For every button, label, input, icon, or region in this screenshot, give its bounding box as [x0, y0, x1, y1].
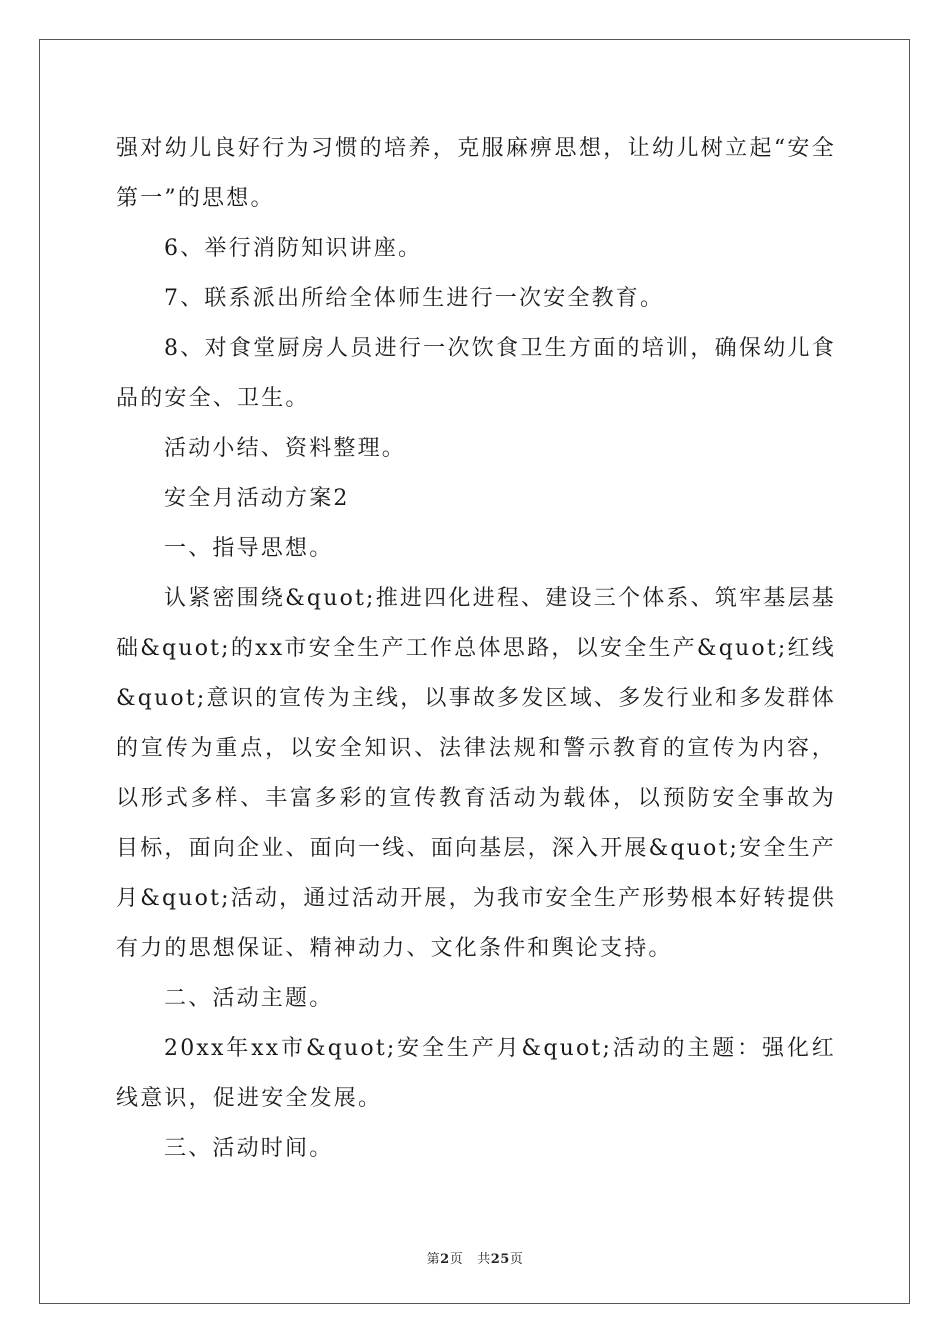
heading-theme: 二、活动主题。	[164, 986, 334, 1011]
document-body	[116, 124, 836, 1174]
paragraph-item-7: 7、联系派出所给全体师生进行一次安全教育。	[164, 286, 665, 311]
total-pages: 25	[490, 1252, 510, 1267]
paragraph-item-6: 6、举行消防知识讲座。	[164, 236, 423, 261]
total-suffix: 页	[509, 1252, 524, 1267]
paragraph-item-8: 8、对食堂厨房人员进行一次饮食卫生方面的培训，确保幼儿食品的安全、卫生。	[116, 336, 836, 411]
page-suffix: 页	[449, 1252, 464, 1267]
paragraph-theme: 20xx年xx市&quot;安全生产月&quot;活动的主题：强化红线意识，促进安全发展。	[116, 1036, 836, 1111]
paragraph-continuation: 强对幼儿良好行为习惯的培养，克服麻痹思想，让幼儿树立起“安全第一”的思想。	[116, 136, 836, 211]
page-number: 2	[440, 1252, 450, 1267]
page-footer	[0, 1248, 950, 1267]
section-title: 安全月活动方案2	[164, 486, 350, 511]
heading-guiding-idea: 一、指导思想。	[164, 536, 334, 561]
total-prefix: 共	[477, 1252, 491, 1267]
paragraph-guiding-idea: 认紧密围绕&quot;推进四化进程、建设三个体系、筑牢基层基础&quot;的xx市安全生产工作总体思路，以安全生产&quot;红线&quot;意识的宣传为主线，以事故多发区域、多发行业和多发群体的宣传为重点，以安全知识、法律法规和警示教育的宣传为内容，以形式多样、丰富多彩的宣传教育活动为载体，以预防安全事故为目标，面向企业、面向一线、面向基层，深入开展&quot;安全生产月&quot;活动，通过活动开展，为我市安全生产形势根本好转提供有力的思想保证、精神动力、文化条件和舆论支持。	[116, 586, 836, 961]
page-prefix: 第	[426, 1252, 441, 1267]
paragraph-summary: 活动小结、资料整理。	[164, 436, 407, 461]
heading-time: 三、活动时间。	[164, 1136, 334, 1161]
